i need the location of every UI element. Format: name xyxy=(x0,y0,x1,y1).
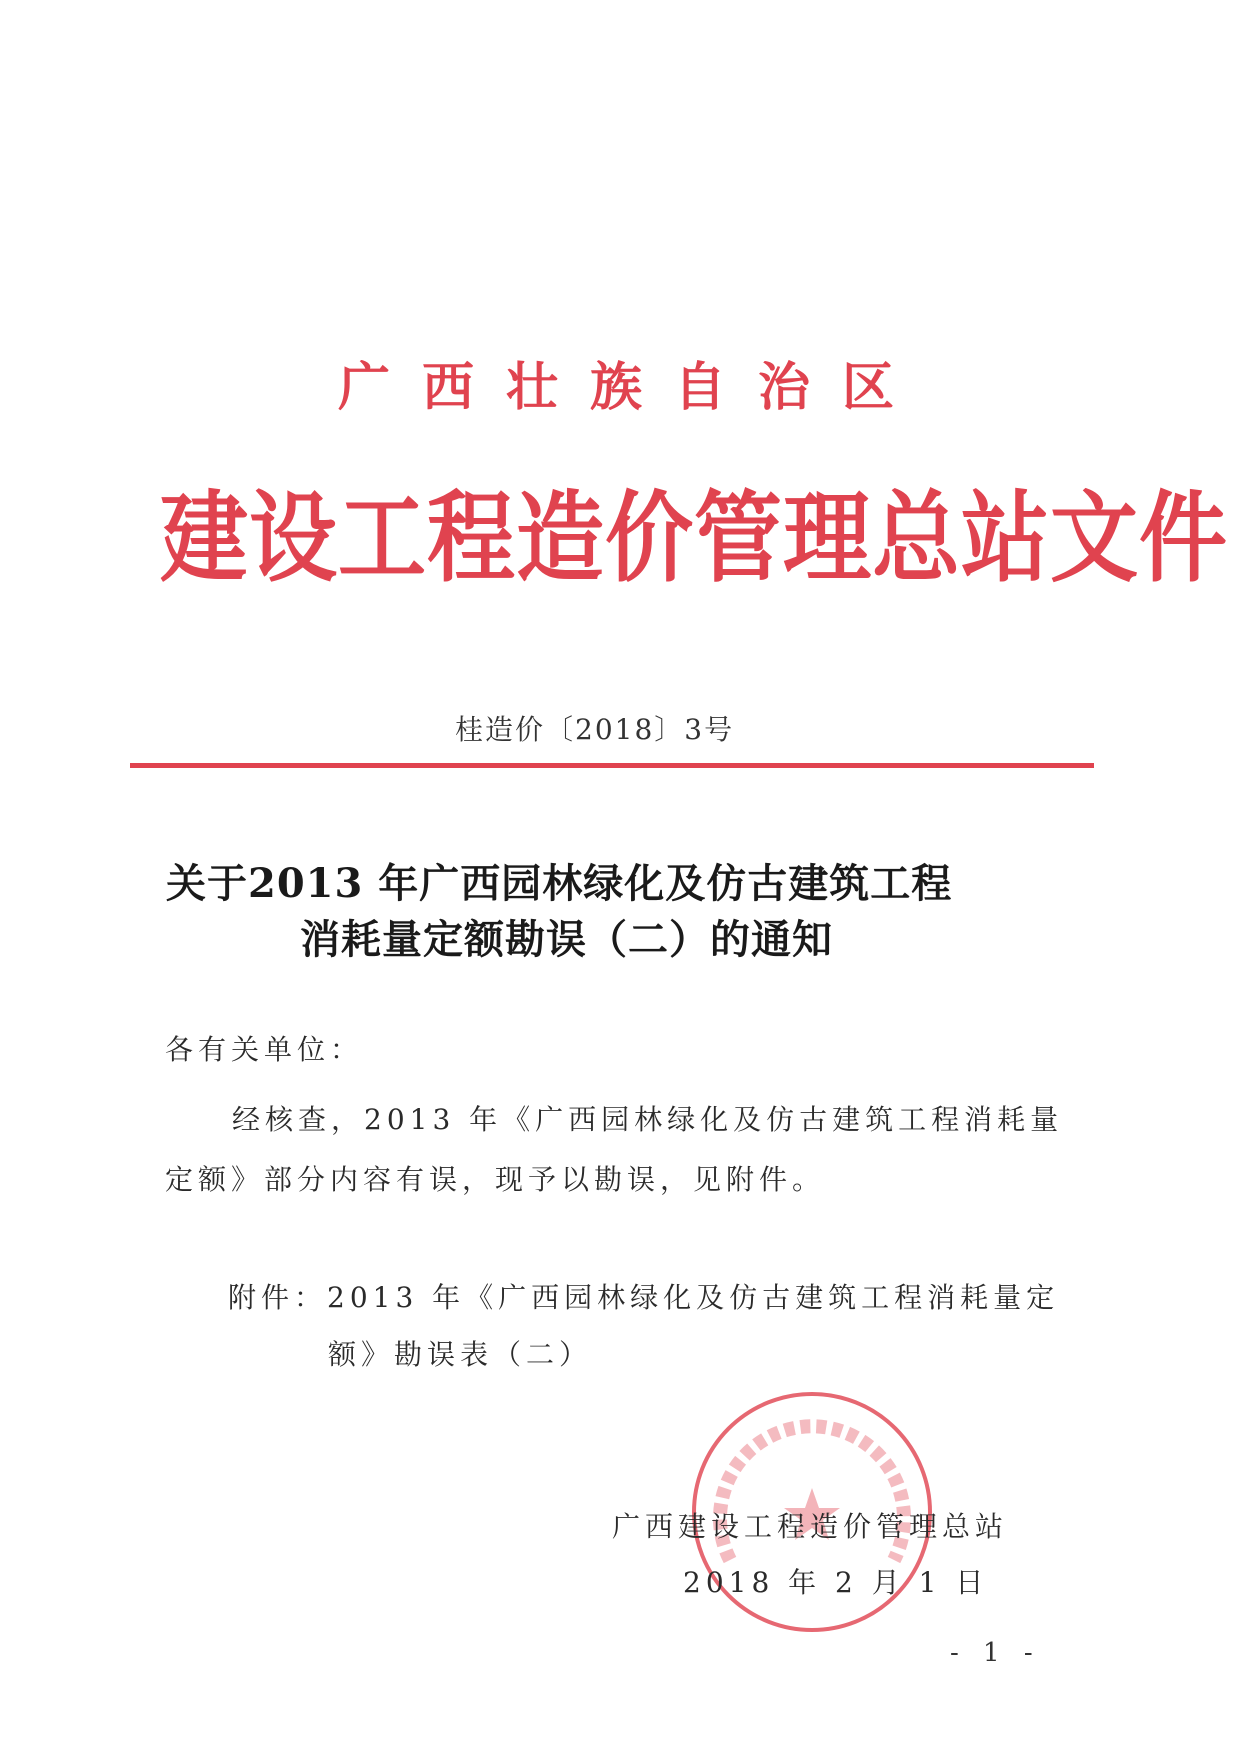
attachment-line2: 额》勘误表（二） xyxy=(328,1338,593,1371)
page-number: - 1 - xyxy=(950,1638,1041,1668)
attachment-line1: 附件：2013 年《广西园林绿化及仿古建筑工程消耗量定 xyxy=(228,1281,1060,1314)
notice-title-line1: 关于2013 年广西园林绿化及仿古建筑工程 xyxy=(166,860,953,907)
body-line2: 定额》部分内容有误，现予以勘误，见附件。 xyxy=(165,1163,826,1196)
header-region: 广西壮族自治区 xyxy=(338,357,927,418)
document-number: 桂造价〔2018〕3号 xyxy=(455,713,735,746)
greeting: 各有关单位： xyxy=(165,1033,364,1066)
notice-title-line2: 消耗量定额勘误（二）的通知 xyxy=(300,916,833,963)
signature-organization: 广西建设工程造价管理总站 xyxy=(612,1510,1009,1543)
red-divider xyxy=(130,763,1094,768)
signature-date: 2018 年 2 月 1 日 xyxy=(683,1566,989,1599)
header-issuer-title: 建设工程造价管理总站文件 xyxy=(160,479,1229,596)
body-line1: 经核查，2013 年《广西园林绿化及仿古建筑工程消耗量 xyxy=(232,1103,1064,1136)
